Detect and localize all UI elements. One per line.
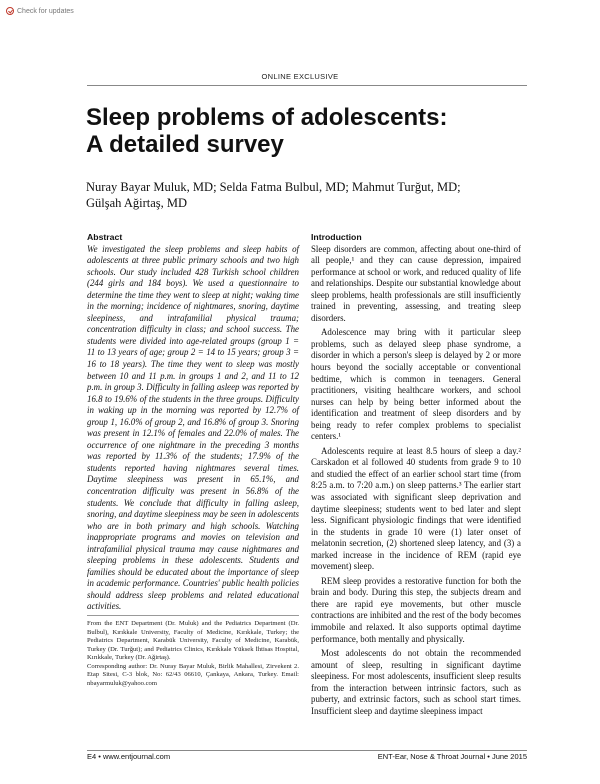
author-list <box>86 179 526 211</box>
intro-paragraph: Adolescence may bring with it particular sleep problems, such as delayed sleep phase syndrome, a disorder in which a person's sleep is delayed by 2 or more hours beyond the socially acceptable or conventional bedtime, which is common in teenagers. General practitioners, visiting healthcare workers, and school nurses can help by being better informed about the identification and treatment of sleep disorders and by being ready to refer complex problems to specialist centers.¹ <box>311 327 521 442</box>
authors-line-1: Nuray Bayar Muluk, MD; Selda Fatma Bulbul, MD; Mahmut Turğut, MD; <box>86 180 461 194</box>
intro-paragraph: Adolescents require at least 8.5 hours of sleep a day.² Carskadon et al followed 40 students from grade 9 to 10 and studied the effect of an earlier school start time (from 8:25 a.m. to 7:20 a.m.) on sleep patterns.³ The earlier start was associated with significant sleep deprivation and daytime sleepiness; students went to bed later and slept less. Significant physiologic findings that were identified in the students in grade 10 were (1) later onset of melatonin secretion, (2) shortened sleep latency, and (3) a marked increase in the incidence of REM (rapid eye movement) sleep. <box>311 445 521 572</box>
footer-page-url[interactable]: E4 • www.entjournal.com <box>87 752 171 761</box>
authors-line-2: Gülşah Ağirtaş, MD <box>86 196 188 210</box>
footnote-rule <box>87 615 299 616</box>
page-footer <box>87 752 527 761</box>
introduction-column <box>311 232 521 717</box>
affiliations-note: From the ENT Department (Dr. Muluk) and the Pediatrics Department (Dr. Bulbul), Kırıkkale University, Faculty of Medicine, Kırıkkale, Turkey; the Pediatrics Department, Karabük University, Faculty of Medicine, Karabük, Turkey (Dr. Turğut); and Pediatrics Clinics, Kırıkkale Yüksek İhtisas Hospital, Kırıkkale, Turkey (Dr. Ağirtaş). <box>87 620 299 661</box>
intro-paragraph: Most adolescents do not obtain the recommended amount of sleep, resulting in significant daytime sleepiness. For most adolescents, insufficient sleep results from the interaction between intrinsic factors, such as puberty, and extrinsic factors, such as school start times. Insufficient sleep and daytime sleepiness impact <box>311 648 521 716</box>
article-title <box>86 104 526 158</box>
title-line-1: Sleep problems of adolescents: <box>86 104 448 131</box>
intro-paragraph: REM sleep provides a restorative function for both the brain and body. During this step, the subjects dream and there are rapid eye movements, but other muscle contractions are inhibited and the rest of the body becomes immobile and relaxed. It also supports optimal daytime performance, both mentally and physically. <box>311 575 521 644</box>
footnote <box>87 620 299 688</box>
abstract-heading: Abstract <box>87 232 123 242</box>
title-line-2: A detailed survey <box>86 131 284 158</box>
footer-journal-issue: ENT-Ear, Nose & Throat Journal • June 2015 <box>377 752 527 761</box>
introduction-heading: Introduction <box>311 232 362 242</box>
intro-paragraph: Sleep disorders are common, affecting about one-third of all people,¹ and they can cause depression, impaired performance at school or work, and reduced quality of life and relationships. Despite our substantial knowledge about sleep problems, health professionals are still insufficiently trained in preventing, assessing, and treating sleep disorders. <box>311 243 521 323</box>
check-for-updates-label: Check for updates <box>17 7 74 15</box>
check-circle-icon <box>6 7 14 15</box>
footer-rule <box>87 750 527 751</box>
header-rule <box>87 85 527 86</box>
correspondence-note: Corresponding author: Dr. Nuray Bayar Muluk, Birlik Mahallesi, Zirvekent 2. Etap Sitesi, C-3 blok, No: 62/43 06610, Çankaya, Ankara, Turkey. Email: nbayarmuluk@yahoo.com <box>87 662 299 687</box>
check-for-updates-badge[interactable] <box>6 7 74 15</box>
abstract-column <box>87 232 299 613</box>
section-label: ONLINE EXCLUSIVE <box>261 72 339 81</box>
abstract-body: We investigated the sleep problems and sleep habits of adolescents at three public primary schools and two high schools. Our study included 428 Turkish school children (244 girls and 184 boys). We used a questionnaire to determine the time they went to sleep at night; waking time in the morning; incidence of nightmares, snoring, daytime sleepiness, and intrafamilial physical trauma; concentration difficulty in class; and school success. The students were divided into age-related groups (group 1 = 11 to 13 years of age; group 2 = 14 to 15 years; group 3 = 16 to 18 years). The time they went to sleep was mostly between 10 and 11 p.m. in groups 1 and 2, and 11 to 12 p.m. in group 3. Difficulty in falling asleep was reported by 16.8 to 19.6% of the students in the three groups. Difficulty in waking up in the morning was reported by 12.7% of group 1, 16.0% of group 2, and 16.8% of group 3. Snoring was present in 12.1% of females and 22.0% of males. The occurrence of one nightmare in the preceding 3 months was reported by 11.3% of the students; 17.9% of the students reported having nightmares several times. Daytime sleepiness was present in 65.1%, and concentration difficulty was present in 56.8% of the students. We conclude that difficulty in falling asleep, snoring, and daytime sleepiness may be seen in adolescents who are in both primary and high schools. Watching inappropriate programs and movies on television and intrafamilial physical trauma may cause nightmares and sleeping problems in these adolescents. Students and families should be educated about the importance of sleep in academic performance. Countries' public health policies should address sleep problems and related educational activities. <box>87 243 299 612</box>
